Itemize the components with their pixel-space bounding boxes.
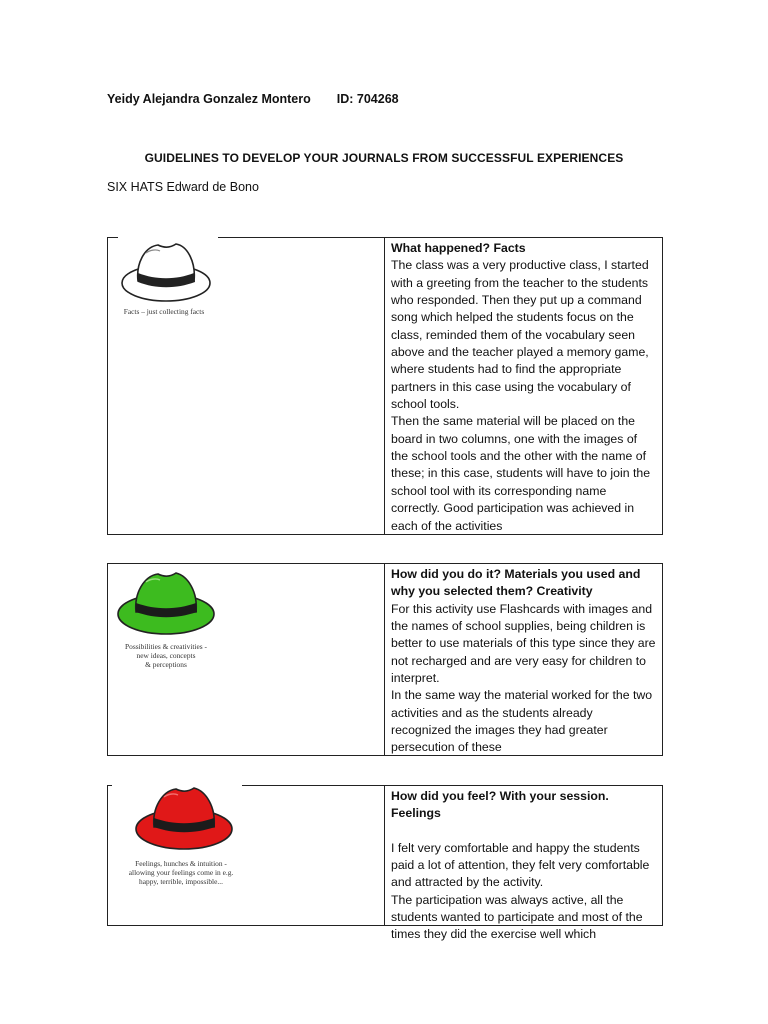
hat-caption: Facts – just collecting facts — [123, 307, 205, 316]
journal-box-creativity — [107, 563, 663, 756]
hat-caption: Feelings, hunches & intuition - allowing your feelings come in e.g. happy, terrible, impossible... — [128, 859, 234, 886]
question-heading: How did you do it? Materials you used and why you selected them? Creativity — [391, 567, 641, 599]
answer-paragraph: The participation was always active, all the students wanted to participate and most of the times they did the exercise well which — [391, 892, 643, 942]
hat-cell-green — [108, 564, 385, 755]
hat-cell-red — [108, 786, 385, 925]
author-name: Yeidy Alejandra Gonzalez Montero — [107, 92, 311, 106]
document-title: GUIDELINES TO DEVELOP YOUR JOURNALS FROM SUCCESSFUL EXPERIENCES — [144, 151, 624, 165]
student-id: ID: 704268 — [336, 92, 399, 106]
answer-paragraph: In the same way the material worked for the two activities and as the students already recognized the images they had greater persecution of these — [391, 688, 653, 755]
white-hat-icon — [116, 239, 220, 307]
journal-box-facts — [107, 237, 663, 535]
answer-paragraph: Then the same material will be placed on the board in two columns, one with the images of the school tools and the other with the name of these; in this case, students will have to join the school tool with its corresponding name correctly. Good participation was achieved in each of the activities — [391, 414, 651, 533]
red-hat-icon — [132, 783, 236, 855]
answer-cell — [385, 564, 662, 757]
journal-box-feelings — [107, 785, 663, 942]
answer-paragraph: I felt very comfortable and happy the students paid a lot of attention, they felt very comfortable and attracted by the activity. — [391, 840, 650, 890]
answer-paragraph: The class was a very productive class, I started with a greeting from the teacher to the students who responded. Then they put up a command song which helped the students focus on the class, reminded them of the vocabulary seen above and the teacher played a memory game, where students had to find the appropriate partners in this case using the vocabulary of school tools. — [391, 258, 649, 412]
hat-caption: Possibilities & creativities - new ideas, concepts & perceptions — [125, 642, 207, 669]
answer-paragraph: For this activity use Flashcards with images and the names of school supplies, being children is better to use materials of this type since they are not recharged and are very easy for children to interpret. — [391, 601, 656, 686]
hat-cell-white — [108, 238, 385, 534]
document-subtitle: SIX HATS Edward de Bono — [107, 180, 259, 194]
answer-cell — [385, 786, 662, 944]
question-heading: What happened? Facts — [391, 241, 526, 255]
answer-cell — [385, 238, 662, 535]
author-header — [107, 92, 399, 106]
green-hat-icon — [114, 568, 218, 640]
question-heading: How did you feel? With your session. Feelings — [391, 789, 609, 821]
